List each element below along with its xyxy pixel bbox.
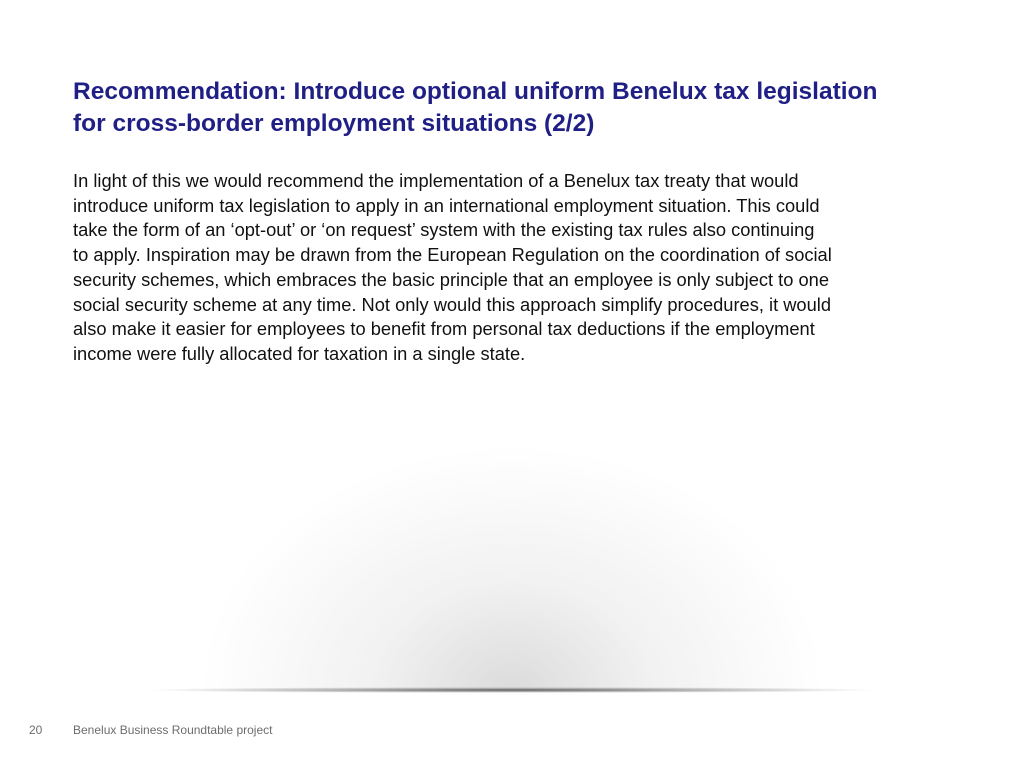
body-line: security schemes, which embraces the basic principle that an employee is only subject to one	[73, 268, 830, 290]
footer-project-name: Benelux Business Roundtable project	[73, 723, 273, 737]
footer-shadow-line	[145, 687, 879, 693]
title-line-2: for cross-border employment situations (2/2)	[73, 110, 595, 137]
body-line: In light of this we would recommend the implementation of a Benelux tax treaty that would	[73, 170, 799, 191]
title-line-1: Recommendation: Introduce optional uniform Benelux tax legislation	[73, 78, 878, 105]
body-line: social security scheme at any time. Not only would this approach simplify procedures, it would	[73, 293, 831, 315]
body-line: to apply. Inspiration may be drawn from the European Regulation on the coordination of social	[73, 244, 832, 266]
body-line: income were fully allocated for taxation in a single state.	[73, 342, 526, 364]
body-line: also make it easier for employees to benefit from personal tax deductions if the employment	[73, 318, 815, 340]
body-line: introduce uniform tax legislation to apply in an international employment situation. This could	[73, 194, 820, 216]
background-glow	[200, 392, 824, 692]
slide-title	[73, 76, 953, 140]
body-line: take the form of an ‘opt-out’ or ‘on request’ system with the existing tax rules also continuing	[73, 219, 815, 241]
page-number: 20	[29, 723, 43, 737]
body-paragraph	[73, 169, 953, 367]
